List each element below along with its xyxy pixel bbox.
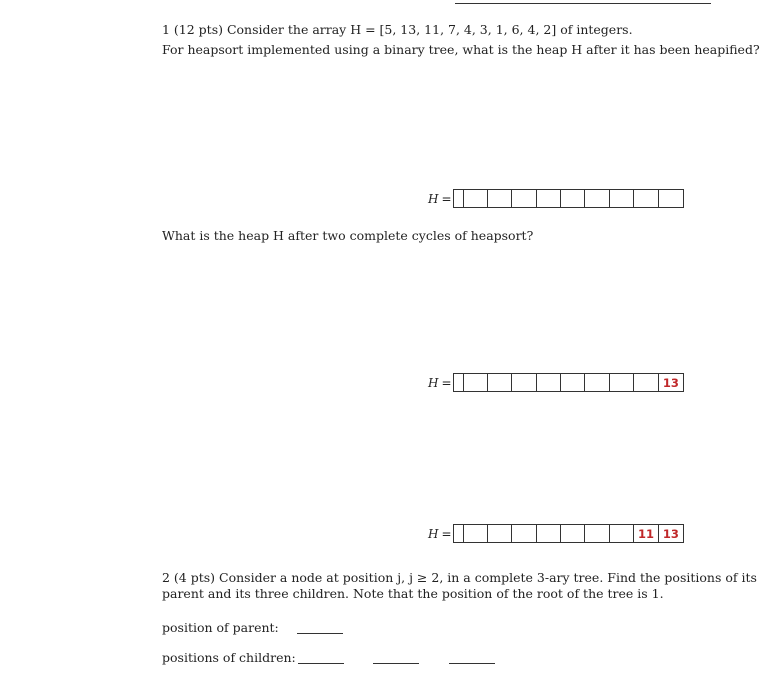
heap-cell[interactable]	[488, 374, 512, 391]
heap-cell[interactable]	[454, 525, 464, 542]
question-1-line-2: For heapsort implemented using a binary tree, what is the heap H after it has been heapified?	[162, 42, 760, 57]
heap-cells	[453, 373, 685, 392]
heap-cell[interactable]	[610, 190, 634, 207]
heap-cell[interactable]	[659, 190, 683, 207]
heap-cell[interactable]	[585, 190, 609, 207]
heap-cell[interactable]	[634, 374, 658, 391]
question-1-line-1: 1 (12 pts) Consider the array H = [5, 13, 11, 7, 4, 3, 1, 6, 4, 2] of integers.	[162, 22, 633, 37]
parent-label: position of parent:	[162, 620, 279, 635]
heap-array-two-cycles	[428, 373, 684, 392]
equals-sign: =	[441, 375, 452, 390]
top-rule	[455, 0, 711, 4]
children-label: positions of children:	[162, 650, 296, 665]
heap-cell[interactable]	[512, 190, 536, 207]
heap-cell[interactable]	[537, 190, 561, 207]
heap-cell[interactable]	[585, 525, 609, 542]
heap-cells	[453, 189, 685, 208]
heap-label: H	[428, 526, 439, 541]
heap-cell[interactable]	[464, 190, 488, 207]
heap-array-third	[428, 524, 684, 543]
child-3-answer-blank[interactable]	[449, 663, 495, 664]
question-2-line-1: 2 (4 pts) Consider a node at position j, j ≥ 2, in a complete 3-ary tree. Find the positions of its	[162, 570, 757, 585]
heap-cell[interactable]	[585, 374, 609, 391]
heap-cell[interactable]	[561, 374, 585, 391]
heap-array-heapified	[428, 189, 684, 208]
heap-cells	[453, 524, 685, 543]
heap-cell[interactable]	[454, 374, 464, 391]
heap-cell[interactable]	[488, 190, 512, 207]
question-1b-text: What is the heap H after two complete cycles of heapsort?	[162, 228, 534, 243]
equals-sign: =	[441, 526, 452, 541]
heap-cell[interactable]	[454, 190, 464, 207]
child-1-answer-blank[interactable]	[298, 663, 344, 664]
heap-cell[interactable]	[634, 190, 658, 207]
heap-label: H	[428, 191, 439, 206]
parent-answer-blank[interactable]	[297, 633, 343, 634]
heap-cell[interactable]	[610, 374, 634, 391]
heap-label: H	[428, 375, 439, 390]
child-2-answer-blank[interactable]	[373, 663, 419, 664]
heap-cell[interactable]	[537, 374, 561, 391]
equals-sign: =	[441, 191, 452, 206]
heap-cell[interactable]	[610, 525, 634, 542]
heap-cell[interactable]	[512, 374, 536, 391]
heap-cell[interactable]: 13	[662, 375, 679, 390]
heap-cell[interactable]	[561, 190, 585, 207]
heap-cell[interactable]	[537, 525, 561, 542]
heap-cell[interactable]: 13	[662, 526, 679, 541]
question-2-line-2: parent and its three children. Note that the position of the root of the tree is 1.	[162, 586, 664, 601]
heap-cell[interactable]	[561, 525, 585, 542]
heap-cell[interactable]	[512, 525, 536, 542]
heap-cell[interactable]	[464, 374, 488, 391]
heap-cell[interactable]: 11	[634, 525, 658, 542]
heap-cell[interactable]	[488, 525, 512, 542]
heap-cell[interactable]	[464, 525, 488, 542]
